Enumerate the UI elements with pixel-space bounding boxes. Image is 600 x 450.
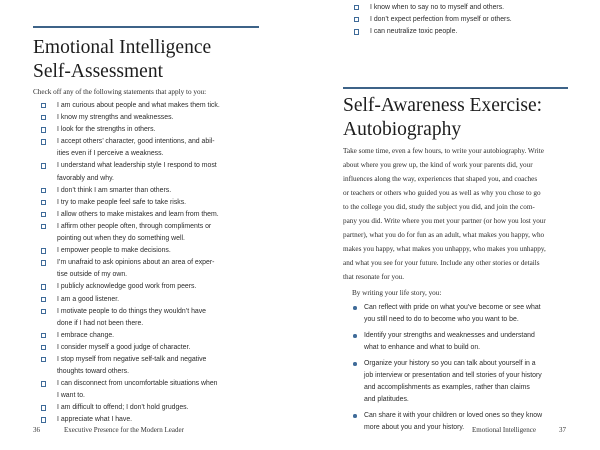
checklist-item [40, 221, 290, 245]
checklist-item-text: tise outside of my own. [57, 271, 128, 279]
paragraph-line: to the college you did, study the subject you did, and join the com- [343, 203, 535, 211]
checklist-item-text: I want to. [57, 392, 85, 400]
bullet-icon [353, 334, 357, 338]
checklist-item [40, 342, 290, 354]
footer-running-title: Emotional Intelligence [472, 426, 536, 434]
checklist-item [353, 2, 583, 14]
bullet-text: you still need to do to become who you want to be. [364, 316, 519, 324]
bullet-item [350, 330, 590, 354]
checkbox-icon[interactable] [41, 200, 46, 205]
checklist-item [40, 306, 290, 330]
bullet-icon [353, 414, 357, 418]
checklist-item-text: I appreciate what I have. [57, 416, 133, 424]
bullet-text: what to enhance and what to build on. [364, 344, 481, 352]
paragraph-line: or teachers or others who guided you as well as why you chose to go [343, 189, 541, 197]
heading-line: Emotional Intelligence [33, 37, 212, 58]
checklist-item-text: I understand what leadership style I respond to most [57, 162, 217, 170]
checkbox-icon[interactable] [41, 381, 46, 386]
checklist-item [40, 185, 290, 197]
checklist-item-text: pointing out when they do something well. [57, 235, 185, 243]
heading-rule [343, 87, 568, 89]
bullet-text: and accomplishments as examples, rather than claims [364, 384, 530, 392]
checklist-item [40, 209, 290, 221]
checklist-item [40, 112, 290, 124]
intro-text: Check off any of the following statements that apply to you: [33, 88, 207, 96]
checkbox-icon[interactable] [41, 224, 46, 229]
checklist-item-text: I motivate people to do things they wouldn’t have [57, 307, 207, 315]
checklist-item-text: I embrace change. [57, 331, 115, 339]
checklist-item-text: I affirm other people often, through compliments or [57, 222, 212, 230]
checklist-item-text: ities even if I perceive a weakness. [57, 150, 164, 158]
heading-line: Autobiography [343, 118, 462, 140]
checklist-item-text: I can disconnect from uncomfortable situations when [57, 380, 218, 388]
paragraph-line: about where you grew up, the kind of work your parents did, your [343, 161, 533, 169]
paragraph-line: and what you see for your future. Include any other stories or details [343, 259, 540, 267]
checklist-item-text: I stop myself from negative self-talk and negative [57, 355, 207, 363]
checkbox-icon[interactable] [41, 103, 46, 108]
checklist-item [353, 14, 583, 26]
checklist-item [40, 354, 290, 378]
paragraph-line: that resonate for you. [343, 273, 405, 281]
checklist-item-text: I publicly acknowledge good work from peers. [57, 283, 197, 291]
exercise-paragraph [343, 144, 546, 284]
self-assessment-checklist [40, 100, 290, 427]
footer-page-number: 37 [559, 426, 566, 434]
self-assessment-checklist-continued [353, 2, 583, 38]
checklist-item-text: favorably and why. [57, 174, 114, 182]
bullet-item [350, 302, 590, 326]
checklist-item-text: I look for the strengths in others. [57, 126, 156, 134]
heading-line: Self-Awareness Exercise: [343, 95, 543, 116]
heading-line: Self-Assessment [33, 60, 163, 82]
checklist-item [40, 136, 290, 160]
bullet-text: and platitudes. [364, 396, 409, 404]
checklist-item-text: I allow others to make mistakes and learn from them. [57, 210, 219, 218]
benefits-list [350, 302, 590, 438]
checkbox-icon[interactable] [41, 333, 46, 338]
checklist-item-text: I am curious about people and what makes them tick. [57, 102, 220, 109]
bullet-icon [353, 362, 357, 366]
bullet-text: more about you and your history. [364, 424, 465, 432]
page-heading [33, 36, 211, 84]
checkbox-icon[interactable] [354, 29, 359, 34]
checkbox-icon[interactable] [354, 5, 359, 10]
checkbox-icon[interactable] [354, 17, 359, 22]
checklist-item-text: I can neutralize toxic people. [370, 28, 458, 36]
checkbox-icon[interactable] [41, 115, 46, 120]
bullet-text: Identify your strengths and weaknesses and understand [364, 331, 535, 339]
checkbox-icon[interactable] [41, 405, 46, 410]
heading-rule [33, 26, 259, 28]
checklist-item-text: I am a good listener. [57, 295, 120, 303]
checklist-item-text: I don’t think I am smarter than others. [57, 186, 172, 194]
checklist-item [40, 124, 290, 136]
checkbox-icon[interactable] [41, 345, 46, 350]
checklist-item-text: I’m unafraid to ask opinions about an area of exper- [57, 259, 215, 267]
checkbox-icon[interactable] [41, 309, 46, 314]
checklist-item-text: I try to make people feel safe to take risks. [57, 198, 187, 206]
checklist-item-text: I know when to say no to myself and others. [370, 4, 505, 11]
paragraph-line: Take some time, even a few hours, to write your autobiography. Write [343, 147, 544, 155]
checklist-item [40, 294, 290, 306]
checkbox-icon[interactable] [41, 188, 46, 193]
right-page [300, 0, 600, 450]
checklist-item [40, 197, 290, 209]
checklist-item-text: I consider myself a good judge of character. [57, 343, 191, 351]
checklist-item-text: I accept others’ character, good intentions, and abil- [57, 138, 215, 146]
checklist-item [40, 100, 290, 112]
checklist-item-text: thoughts toward others. [57, 368, 130, 376]
checkbox-icon[interactable] [41, 260, 46, 265]
footer-page-number: 36 [33, 426, 40, 434]
paragraph-line: influences along the way, experiences that shaped you, and coaches [343, 175, 538, 183]
checklist-item [40, 160, 290, 184]
bullet-text: Organize your history so you can talk about yourself in a [364, 359, 536, 367]
paragraph-line: partner), what you do for fun as an adult, what makes you happy, who [343, 231, 545, 239]
checklist-item-text: I empower people to make decisions. [57, 247, 171, 255]
checkbox-icon[interactable] [41, 212, 46, 217]
bullet-text: job interview or presentation and tell stories of your history [364, 372, 542, 380]
checkbox-icon[interactable] [41, 297, 46, 302]
checklist-item [40, 402, 290, 414]
checkbox-icon[interactable] [41, 139, 46, 144]
paragraph-line: pany you did. Write where you met your partner (or how you lost your [343, 217, 546, 225]
checkbox-icon[interactable] [41, 248, 46, 253]
checkbox-icon[interactable] [41, 284, 46, 289]
bullet-text: Can share it with your children or loved ones so they know [364, 412, 543, 420]
checklist-item [40, 330, 290, 342]
checkbox-icon[interactable] [41, 357, 46, 362]
bullet-item [350, 358, 590, 406]
checklist-item [40, 281, 290, 293]
checkbox-icon[interactable] [41, 127, 46, 132]
checklist-item [40, 378, 290, 402]
checklist-item [353, 26, 583, 38]
checkbox-icon[interactable] [41, 163, 46, 168]
exercise-heading [343, 94, 542, 142]
paragraph-line: makes you happy, what makes you unhappy, who makes you unhappy, [343, 245, 546, 253]
bullet-text: Can reflect with pride on what you’ve become or see what [364, 304, 541, 311]
bullet-icon [353, 306, 357, 310]
checklist-item [40, 257, 290, 281]
checklist-item-text: done if I had not been there. [57, 319, 144, 327]
checklist-item-text: I know my strengths and weaknesses. [57, 114, 174, 122]
checklist-item-text: I don’t expect perfection from myself or others. [370, 16, 512, 24]
lead-in-text: By writing your life story, you: [352, 289, 442, 297]
checklist-item [40, 245, 290, 257]
checklist-item [40, 414, 290, 426]
checklist-item-text: I am difficult to offend; I don’t hold grudges. [57, 404, 189, 412]
bullet-item [350, 410, 590, 434]
checkbox-icon[interactable] [41, 417, 46, 422]
footer-running-title: Executive Presence for the Modern Leader [64, 426, 184, 434]
